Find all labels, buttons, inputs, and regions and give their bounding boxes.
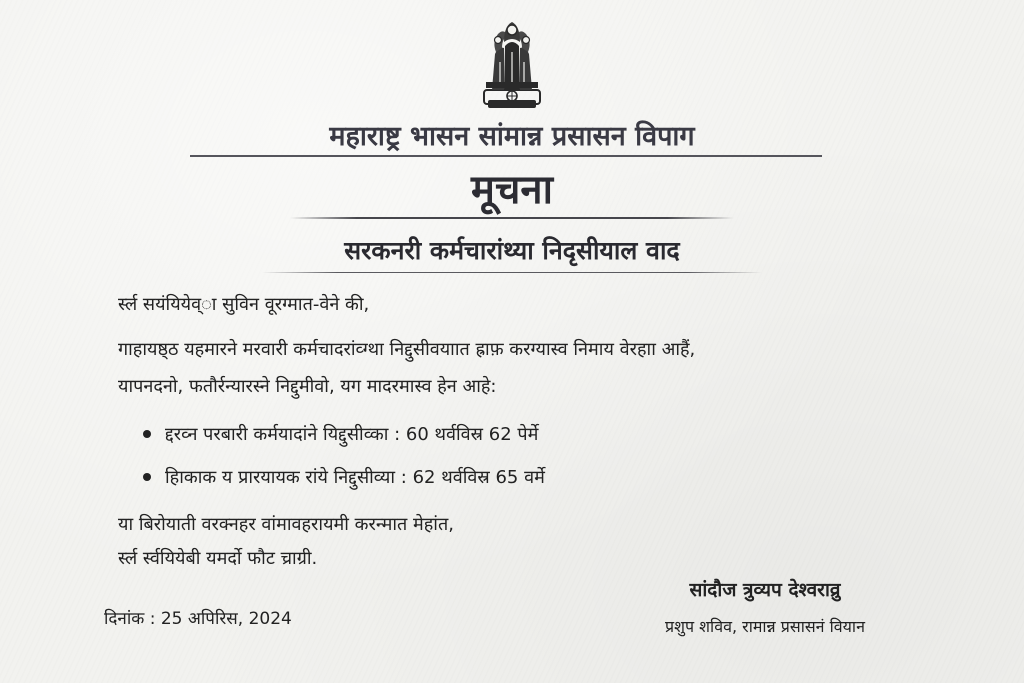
paragraph-line: या बिरोयाती वरक्नहर वांमावहरायमी करन्मात मेहांत, xyxy=(118,514,454,535)
list-item: द्दरव्न परबारी कर्मयादांने यिद्दुसीव्का : 60 थर्वविस्र 62 पेर्मे xyxy=(165,424,539,445)
greeting-line: र्स्ल सयंयियेव्ा सुविन वूरग्मात-वेने की, xyxy=(118,294,370,315)
bullet-icon xyxy=(143,430,151,438)
title-divider xyxy=(290,217,734,219)
notice-subject: सरकनरी कर्मचारांथ्या निदृसीयाल वाद xyxy=(344,236,680,265)
subject-divider xyxy=(262,272,762,273)
state-emblem-icon xyxy=(478,12,546,114)
list-item: हिाकाक य प्रारयायक रांये निद्दुसीव्या : 62 थर्वविस्र 65 वर्मे xyxy=(165,467,545,488)
heading-divider xyxy=(190,155,822,157)
notice-title: मूचना xyxy=(471,167,553,213)
paragraph-line: यापनदनो, फतौर्रन्यारस्ने निद्दुमीवो, यग मादरमास्व हेन आहे: xyxy=(118,376,497,397)
issue-date: दिनांक : 25 अपिरिस, 2024 xyxy=(104,609,292,629)
paragraph-line: गाहायष्ठ्ठ यहमारने मरवारी कर्मचादरांव्ग्था निद्दुसीवयाात ह्राफ़ करग्यास्व निमाय वेरहाा आहैं, xyxy=(118,339,696,360)
paragraph-line: र्स्ल र्स्वयियेबी यमर्दो फौट च्राग्री. xyxy=(118,548,318,569)
signatory-title: प्रशुप शविव, रामान्न प्रसासनं वियान xyxy=(665,617,865,636)
signatory-name: सांदौज त्रुव्यप देश्वराव्रु xyxy=(689,579,841,601)
department-heading: महाराष्ट्र भासन सांमान्न प्रसासन विपाग xyxy=(329,121,695,152)
bullet-icon xyxy=(143,473,151,481)
